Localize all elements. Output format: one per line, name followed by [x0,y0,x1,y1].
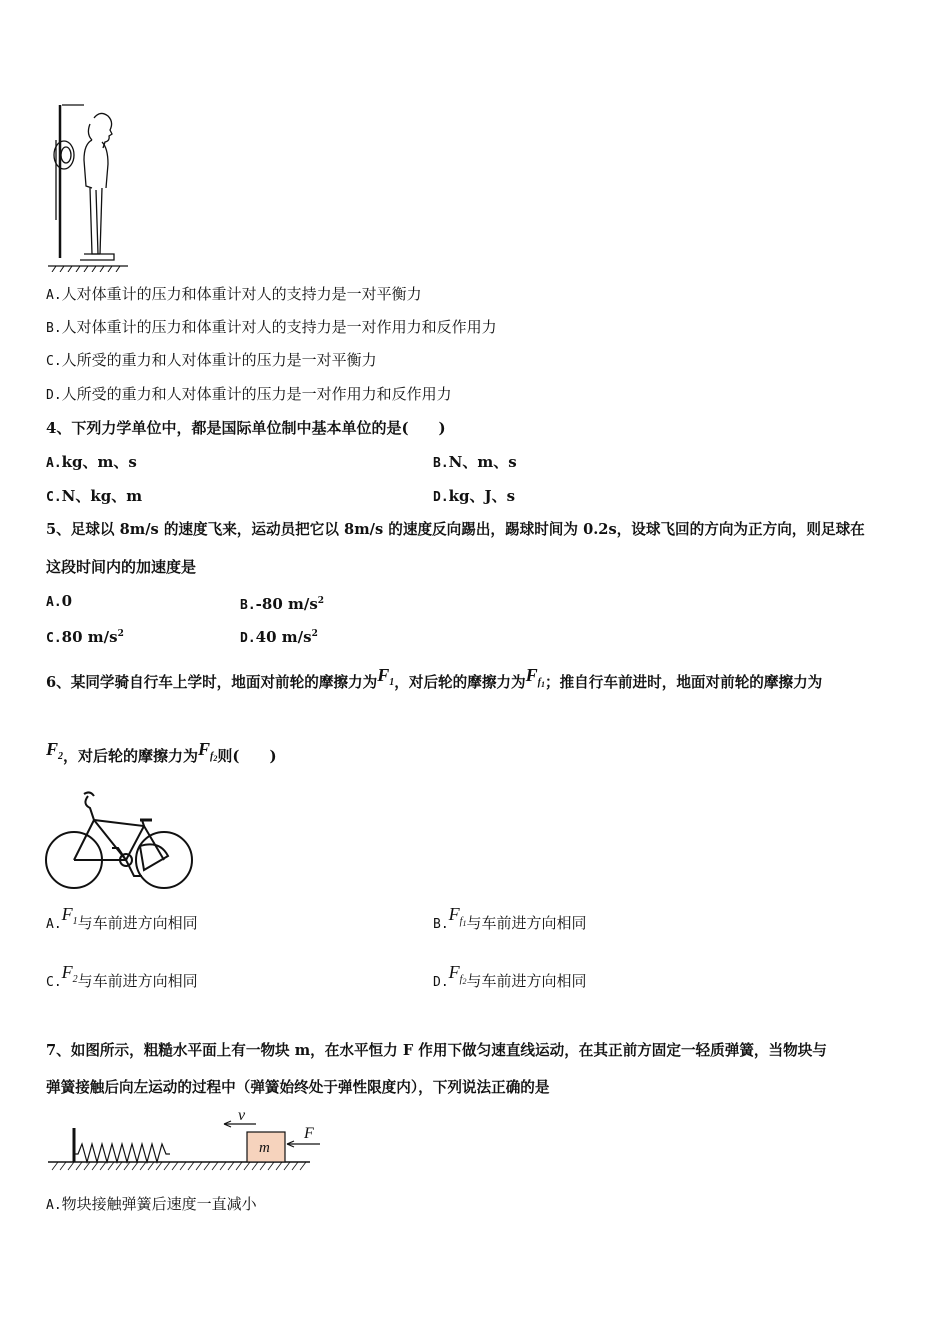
q7-stem-line1: 7、如图所示，粗糙水平面上有一物块 m，在水平恒力 F 作用下做匀速直线运动，在其正前方固定一轻质弹簧，当物块与 [46,1042,827,1059]
q4-stem: 4、下列力学单位中，都是国际单位制中基本单位的是( ) [46,419,446,437]
ff2-symbol: $F_{f2}$ [198,739,218,763]
q4-option-a: A.kg、m、s [46,453,137,471]
spring-block-figure [48,1104,330,1176]
f1-symbol: $F_1$ [61,904,78,927]
q5-stem-line1: 5、足球以 8m/s 的速度飞来，运动员把它以 8m/s 的速度反向踢出，踢球时间为 0.2s，设球飞回的方向为正方向，则足球在 [46,521,865,538]
force-label: F [304,1125,314,1142]
q4-option-c: C.N、kg、m [46,487,143,505]
q5-option-b: B.-80 $m/s^2$ [240,595,325,613]
ff1-symbol: $F_{f1}$ [525,665,545,689]
q6-stem-line1: 6、某同学骑自行车上学时，地面对前轮的摩擦力为$F_1$，对后轮的摩擦力为$F_{f1}$；推自行车前进时，地面对前轮的摩擦力为 [46,665,823,691]
q7-option-a: A.物块接触弹簧后速度一直减小 [46,1195,257,1213]
q5-option-d: D.40 $m/s^2$ [240,628,318,646]
q5-option-a: A.0 [46,592,73,610]
q4-option-d: D.kg、J、s [433,487,516,505]
q3-option-a: A.人对体重计的压力和体重计对人的支持力是一对平衡力 [46,285,422,303]
q5-option-c: C.80 $m/s^2$ [46,628,124,646]
ff1-symbol: $F_{f1}$ [448,904,467,928]
f2-symbol: $F_2$ [46,739,64,762]
q5-stem-line2: 这段时间内的加速度是 [46,558,197,576]
q7-stem-line2: 弹簧接触后向左运动的过程中（弹簧始终处于弹性限度内），下列说法正确的是 [46,1079,550,1096]
q6-option-c: $C.F_2$与车前进方向相同 [46,962,198,990]
q3-option-b: B.人对体重计的压力和体重计对人的支持力是一对作用力和反作用力 [46,318,497,336]
q4-option-b: B.N、m、s [433,453,517,471]
q3-option-d: D.人所受的重力和人对体重计的压力是一对作用力和反作用力 [46,385,452,403]
mass-label: m [259,1140,270,1156]
f1-symbol: $F_1$ [377,665,395,688]
f2-symbol: $F_2$ [61,962,78,985]
q6-option-b: $B.F_{f1}$与车前进方向相同 [433,904,587,932]
q6-stem-line2: $F_2$，对后轮的摩擦力为$F_{f2}$则( ) [46,739,277,765]
q6-option-d: $D.F_{f2}$与车前进方向相同 [433,962,587,990]
velocity-label: v [238,1107,246,1124]
q6-option-a: $A.F_1$与车前进方向相同 [46,904,198,932]
ff2-symbol: $F_{f2}$ [448,962,467,986]
q3-option-c: C.人所受的重力和人对体重计的压力是一对平衡力 [46,351,377,369]
person-on-scale-figure [44,100,134,272]
bicycle-figure [44,790,196,894]
